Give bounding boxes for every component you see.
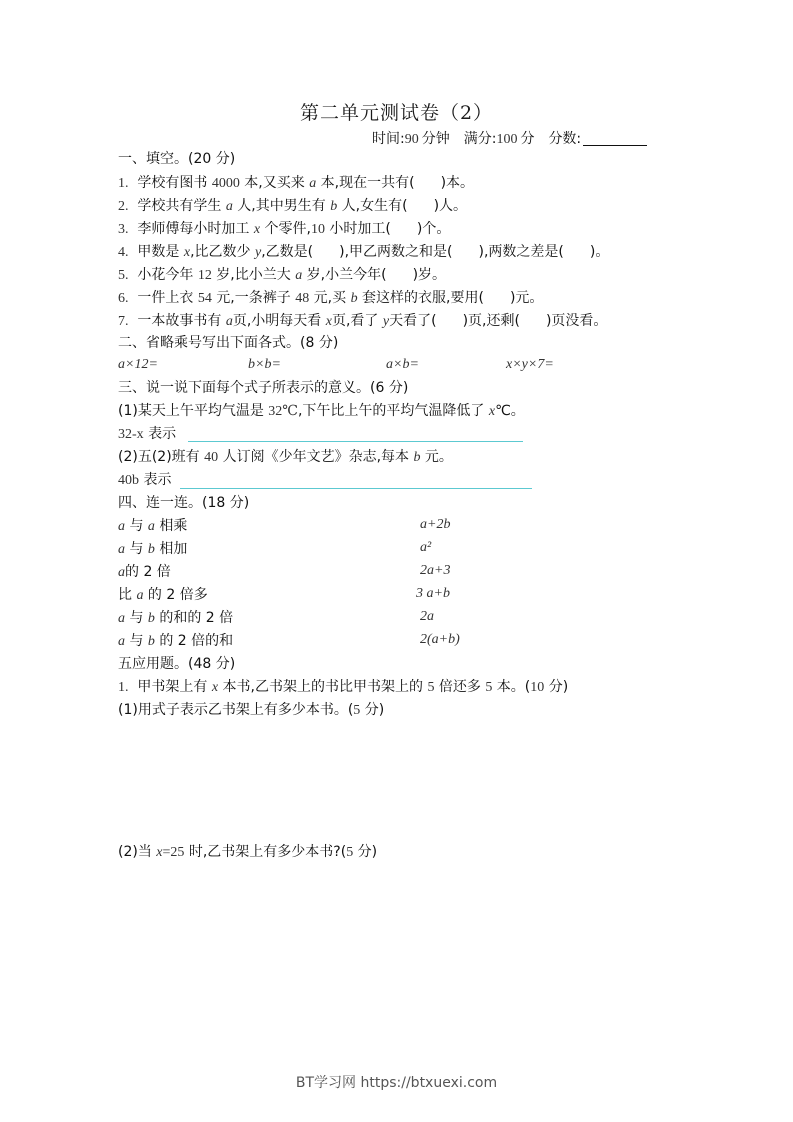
meaning-a1: 32-x 表示 [118,426,177,442]
match-left-4[interactable]: 比 a 的 2 倍多 [118,587,208,603]
word-problem-1: 1. 甲书架上有 x 本书,乙书架上的书比甲书架上的 5 倍还多 5 本。(10 分) [118,679,569,695]
section4-heading: 四、连一连。(18 分) [118,495,250,511]
full-label: 满分: [463,131,497,147]
score-label: 分数: [548,131,582,147]
match-left-5[interactable]: a 与 b 的和的 2 倍 [118,610,234,626]
match-left-1[interactable]: a 与 a 相乘 [118,518,188,534]
match-left-6[interactable]: a 与 b 的 2 倍的和 [118,633,234,649]
full-value: 100 [496,132,518,147]
answer-area-1[interactable] [118,722,678,832]
answer-line-1[interactable] [188,441,523,442]
answer-line-2[interactable] [180,488,532,489]
expression-4: x×y×7= [506,357,554,372]
section5-heading: 五应用题。(48 分) [118,656,236,672]
page-title: 第二单元测试卷（2） [299,102,494,124]
time-unit: 分钟 [421,131,450,147]
expression-2: b×b= [248,357,281,372]
fill-item-5: 5. 小花今年 12 岁,比小兰大 a 岁,小兰今年( )岁。 [118,267,447,283]
full-unit: 分 [520,131,535,147]
expression-1: a×12= [118,357,158,372]
match-left-2[interactable]: a 与 b 相加 [118,541,188,557]
match-right-3[interactable]: 2a+3 [420,563,451,578]
meaning-q1: (1)某天上午平均气温是 32℃,下午比上午的平均气温降低了 x℃。 [118,403,525,419]
meaning-q2: (2)五(2)班有 40 人订阅《少年文艺》杂志,每本 b 元。 [118,449,453,465]
fill-item-2: 2. 学校共有学生 a 人,其中男生有 b 人,女生有( )人。 [118,198,468,214]
time-label: 时间: [372,131,405,147]
exam-meta [372,128,647,148]
fill-item-6: 6. 一件上衣 54 元,一条裤子 48 元,买 b 套这样的衣服,要用( )元。 [118,290,544,306]
time-value: 90 [404,132,419,147]
match-right-6[interactable]: 2(a+b) [420,632,460,647]
fill-item-7: 7. 一本故事书有 a页,小明每天看 x页,看了 y天看了( )页,还剩( )页没看。 [118,313,608,329]
section1-heading: 一、填空。(20 分) [118,151,236,167]
footer-watermark: BT学习网 https://btxuexi.com [295,1075,498,1091]
match-right-5[interactable]: 2a [420,609,434,624]
match-right-1[interactable]: a+2b [420,517,451,532]
expression-3: a×b= [386,357,419,372]
word-problem-1-sub2: (2)当 x=25 时,乙书架上有多少本书?(5 分) [118,844,378,860]
section2-heading: 二、省略乘号写出下面各式。(8 分) [118,335,339,351]
fill-item-1: 1. 学校有图书 4000 本,又买来 a 本,现在一共有( )本。 [118,175,475,191]
fill-item-3: 3. 李师傅每小时加工 x 个零件,10 小时加工( )个。 [118,221,451,237]
score-blank[interactable] [583,131,647,146]
word-problem-1-sub1: (1)用式子表示乙书架上有多少本书。(5 分) [118,702,385,718]
answer-area-2[interactable] [118,865,678,1045]
section3-heading: 三、说一说下面每个式子所表示的意义。(6 分) [118,380,409,396]
match-right-4[interactable]: 3 a+b [416,586,450,601]
match-right-2[interactable]: a² [420,540,432,555]
meaning-a2: 40b 表示 [118,472,172,488]
fill-item-4: 4. 甲数是 x,比乙数少 y,乙数是( ),甲乙两数之和是( ),两数之差是( )。 [118,244,610,260]
match-left-3[interactable]: a的 2 倍 [118,564,171,580]
